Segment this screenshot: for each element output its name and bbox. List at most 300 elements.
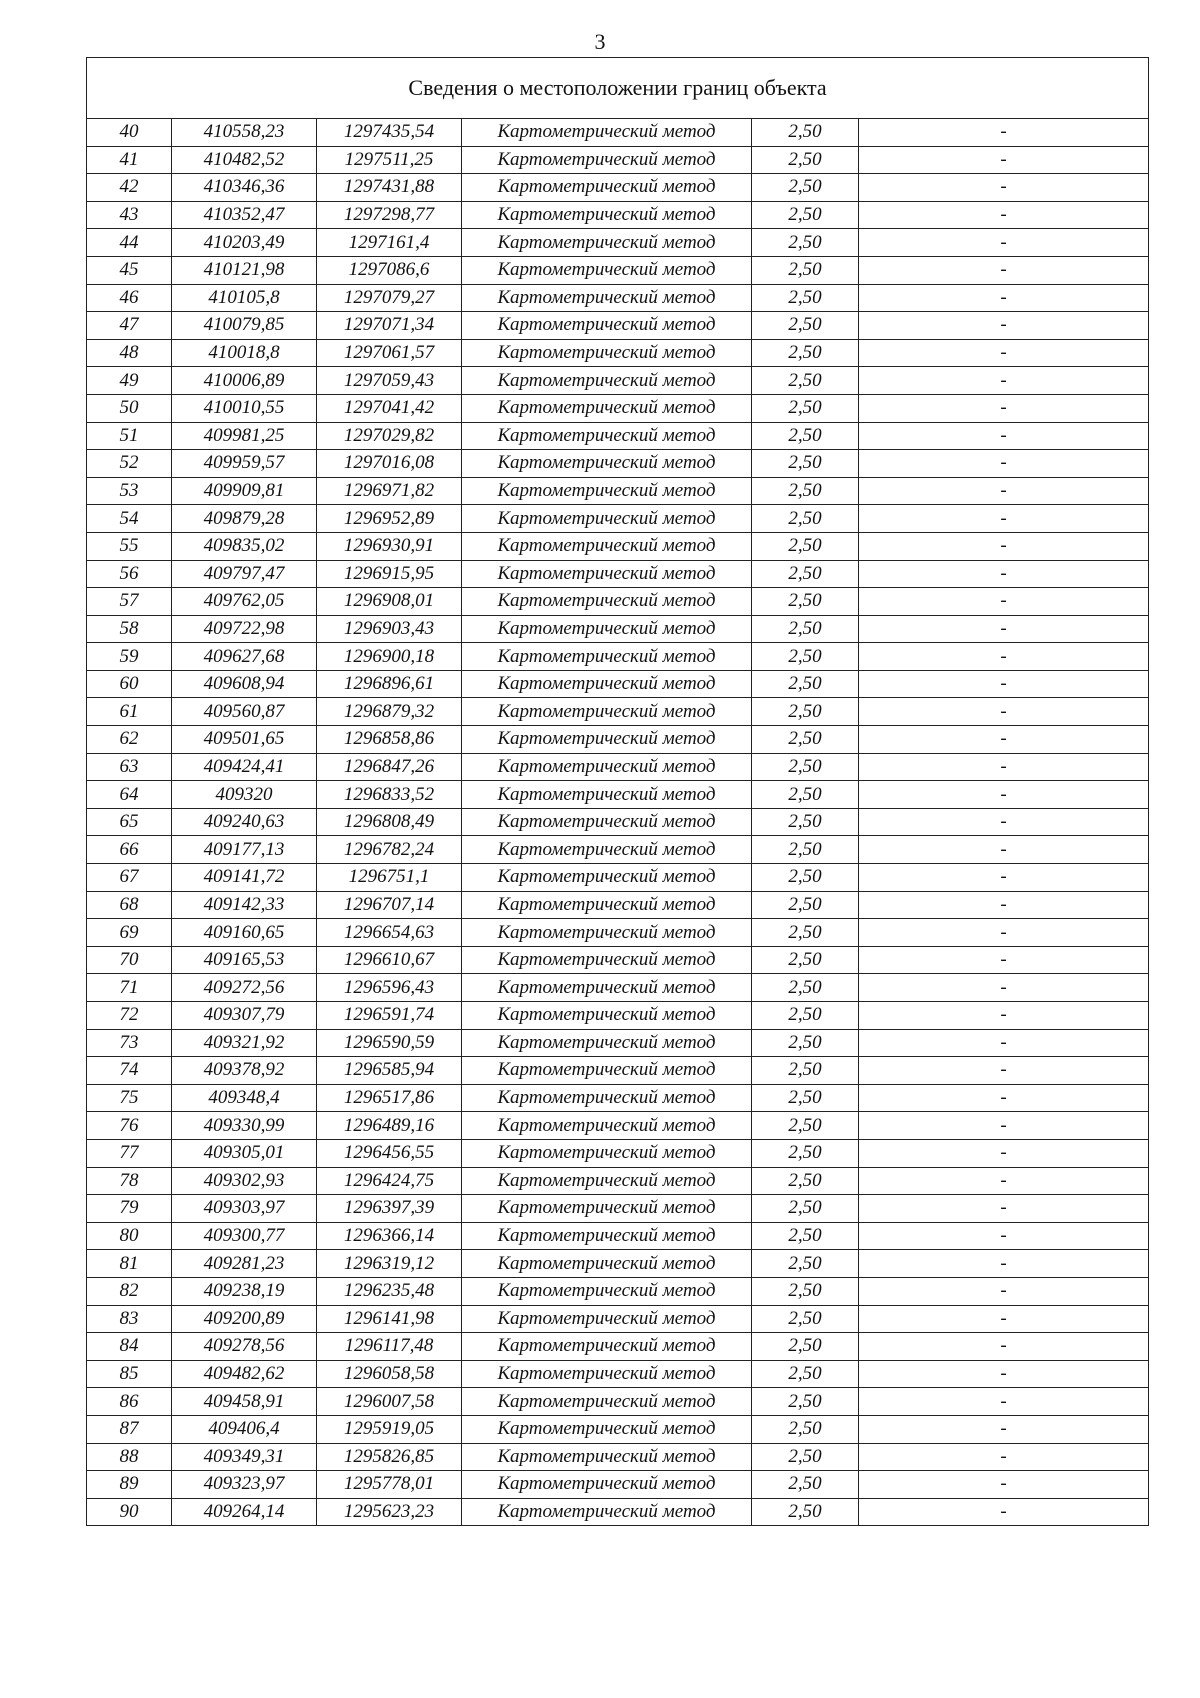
table-row: [87, 753, 1149, 781]
method-cell: Картометрический метод: [462, 1333, 752, 1361]
accuracy-cell: 2,50: [752, 505, 859, 533]
method-cell: Картометрический метод: [462, 1443, 752, 1471]
point-number-cell: 79: [87, 1195, 172, 1223]
description-cell: -: [859, 1250, 1149, 1278]
x-coordinate-cell: 410482,52: [172, 146, 317, 174]
x-coordinate-cell: 409627,68: [172, 643, 317, 671]
table-row: [87, 836, 1149, 864]
description-cell: -: [859, 1029, 1149, 1057]
y-coordinate-cell: 1296847,26: [317, 753, 462, 781]
accuracy-cell: 2,50: [752, 1305, 859, 1333]
accuracy-cell: 2,50: [752, 974, 859, 1002]
table-row: [87, 394, 1149, 422]
y-coordinate-cell: 1297016,08: [317, 450, 462, 478]
y-coordinate-cell: 1296900,18: [317, 643, 462, 671]
y-coordinate-cell: 1296117,48: [317, 1333, 462, 1361]
table-row: [87, 781, 1149, 809]
description-cell: -: [859, 422, 1149, 450]
method-cell: Картометрический метод: [462, 146, 752, 174]
x-coordinate-cell: 409835,02: [172, 532, 317, 560]
description-cell: -: [859, 339, 1149, 367]
point-number-cell: 69: [87, 919, 172, 947]
y-coordinate-cell: 1296858,86: [317, 726, 462, 754]
point-number-cell: 62: [87, 726, 172, 754]
y-coordinate-cell: 1296610,67: [317, 946, 462, 974]
description-cell: -: [859, 1305, 1149, 1333]
table-row: [87, 1112, 1149, 1140]
description-cell: -: [859, 864, 1149, 892]
x-coordinate-cell: 409797,47: [172, 560, 317, 588]
y-coordinate-cell: 1296596,43: [317, 974, 462, 1002]
x-coordinate-cell: 409240,63: [172, 808, 317, 836]
point-number-cell: 72: [87, 1002, 172, 1030]
method-cell: Картометрический метод: [462, 450, 752, 478]
description-cell: -: [859, 367, 1149, 395]
point-number-cell: 83: [87, 1305, 172, 1333]
method-cell: Картометрический метод: [462, 836, 752, 864]
y-coordinate-cell: 1296782,24: [317, 836, 462, 864]
description-cell: -: [859, 450, 1149, 478]
table-row: [87, 726, 1149, 754]
x-coordinate-cell: 409321,92: [172, 1029, 317, 1057]
accuracy-cell: 2,50: [752, 919, 859, 947]
point-number-cell: 84: [87, 1333, 172, 1361]
method-cell: Картометрический метод: [462, 1305, 752, 1333]
x-coordinate-cell: 409330,99: [172, 1112, 317, 1140]
method-cell: Картометрический метод: [462, 864, 752, 892]
y-coordinate-cell: 1296903,43: [317, 615, 462, 643]
point-number-cell: 63: [87, 753, 172, 781]
y-coordinate-cell: 1296366,14: [317, 1222, 462, 1250]
x-coordinate-cell: 410010,55: [172, 394, 317, 422]
x-coordinate-cell: 409909,81: [172, 477, 317, 505]
x-coordinate-cell: 409762,05: [172, 588, 317, 616]
x-coordinate-cell: 409501,65: [172, 726, 317, 754]
table-row: [87, 1471, 1149, 1499]
accuracy-cell: 2,50: [752, 753, 859, 781]
point-number-cell: 48: [87, 339, 172, 367]
table-row: [87, 450, 1149, 478]
description-cell: -: [859, 1084, 1149, 1112]
method-cell: Картометрический метод: [462, 753, 752, 781]
point-number-cell: 60: [87, 670, 172, 698]
description-cell: -: [859, 1222, 1149, 1250]
description-cell: -: [859, 1443, 1149, 1471]
table-row: [87, 864, 1149, 892]
accuracy-cell: 2,50: [752, 1167, 859, 1195]
method-cell: Картометрический метод: [462, 560, 752, 588]
y-coordinate-cell: 1296930,91: [317, 532, 462, 560]
x-coordinate-cell: 409305,01: [172, 1139, 317, 1167]
y-coordinate-cell: 1297431,88: [317, 174, 462, 202]
y-coordinate-cell: 1296007,58: [317, 1388, 462, 1416]
accuracy-cell: 2,50: [752, 1222, 859, 1250]
accuracy-cell: 2,50: [752, 946, 859, 974]
y-coordinate-cell: 1295826,85: [317, 1443, 462, 1471]
description-cell: -: [859, 477, 1149, 505]
accuracy-cell: 2,50: [752, 670, 859, 698]
table-row: [87, 1167, 1149, 1195]
method-cell: Картометрический метод: [462, 477, 752, 505]
point-number-cell: 61: [87, 698, 172, 726]
point-number-cell: 76: [87, 1112, 172, 1140]
y-coordinate-cell: 1297059,43: [317, 367, 462, 395]
table-row: [87, 201, 1149, 229]
table-row: [87, 312, 1149, 340]
method-cell: Картометрический метод: [462, 1057, 752, 1085]
table-row: [87, 1084, 1149, 1112]
accuracy-cell: 2,50: [752, 312, 859, 340]
description-cell: -: [859, 1112, 1149, 1140]
point-number-cell: 56: [87, 560, 172, 588]
accuracy-cell: 2,50: [752, 1388, 859, 1416]
y-coordinate-cell: 1296424,75: [317, 1167, 462, 1195]
point-number-cell: 73: [87, 1029, 172, 1057]
method-cell: Картометрический метод: [462, 1360, 752, 1388]
x-coordinate-cell: 409458,91: [172, 1388, 317, 1416]
table-row: [87, 146, 1149, 174]
description-cell: -: [859, 698, 1149, 726]
y-coordinate-cell: 1296456,55: [317, 1139, 462, 1167]
description-cell: -: [859, 256, 1149, 284]
y-coordinate-cell: 1296585,94: [317, 1057, 462, 1085]
table-row: [87, 808, 1149, 836]
accuracy-cell: 2,50: [752, 1002, 859, 1030]
method-cell: Картометрический метод: [462, 1498, 752, 1526]
method-cell: Картометрический метод: [462, 1222, 752, 1250]
point-number-cell: 44: [87, 229, 172, 257]
point-number-cell: 41: [87, 146, 172, 174]
x-coordinate-cell: 409303,97: [172, 1195, 317, 1223]
x-coordinate-cell: 410079,85: [172, 312, 317, 340]
table-row: [87, 256, 1149, 284]
method-cell: Картометрический метод: [462, 615, 752, 643]
description-cell: -: [859, 1360, 1149, 1388]
y-coordinate-cell: 1297161,4: [317, 229, 462, 257]
method-cell: Картометрический метод: [462, 1471, 752, 1499]
method-cell: Картометрический метод: [462, 808, 752, 836]
accuracy-cell: 2,50: [752, 1139, 859, 1167]
y-coordinate-cell: 1297041,42: [317, 394, 462, 422]
accuracy-cell: 2,50: [752, 808, 859, 836]
point-number-cell: 90: [87, 1498, 172, 1526]
table-row: [87, 1333, 1149, 1361]
table-body: [87, 119, 1149, 1526]
point-number-cell: 88: [87, 1443, 172, 1471]
x-coordinate-cell: 409722,98: [172, 615, 317, 643]
method-cell: Картометрический метод: [462, 643, 752, 671]
table-row: [87, 229, 1149, 257]
table-row: [87, 1195, 1149, 1223]
accuracy-cell: 2,50: [752, 1277, 859, 1305]
description-cell: -: [859, 643, 1149, 671]
method-cell: Картометрический метод: [462, 946, 752, 974]
method-cell: Картометрический метод: [462, 119, 752, 147]
point-number-cell: 47: [87, 312, 172, 340]
y-coordinate-cell: 1295778,01: [317, 1471, 462, 1499]
accuracy-cell: 2,50: [752, 532, 859, 560]
y-coordinate-cell: 1296141,98: [317, 1305, 462, 1333]
x-coordinate-cell: 409281,23: [172, 1250, 317, 1278]
description-cell: -: [859, 1057, 1149, 1085]
x-coordinate-cell: 409160,65: [172, 919, 317, 947]
method-cell: Картометрический метод: [462, 698, 752, 726]
table-row: [87, 1057, 1149, 1085]
table-row: [87, 1139, 1149, 1167]
table-row: [87, 1002, 1149, 1030]
table-row: [87, 698, 1149, 726]
y-coordinate-cell: 1296915,95: [317, 560, 462, 588]
point-number-cell: 77: [87, 1139, 172, 1167]
table-row: [87, 1443, 1149, 1471]
y-coordinate-cell: 1297079,27: [317, 284, 462, 312]
table-row: [87, 119, 1149, 147]
y-coordinate-cell: 1296952,89: [317, 505, 462, 533]
y-coordinate-cell: 1296808,49: [317, 808, 462, 836]
table-row: [87, 1415, 1149, 1443]
method-cell: Картометрический метод: [462, 312, 752, 340]
x-coordinate-cell: 409349,31: [172, 1443, 317, 1471]
description-cell: -: [859, 1002, 1149, 1030]
description-cell: -: [859, 1471, 1149, 1499]
boundary-coordinates-table: [86, 57, 1149, 1526]
method-cell: Картометрический метод: [462, 367, 752, 395]
method-cell: Картометрический метод: [462, 1277, 752, 1305]
y-coordinate-cell: 1296879,32: [317, 698, 462, 726]
accuracy-cell: 2,50: [752, 781, 859, 809]
method-cell: Картометрический метод: [462, 229, 752, 257]
accuracy-cell: 2,50: [752, 256, 859, 284]
accuracy-cell: 2,50: [752, 560, 859, 588]
method-cell: Картометрический метод: [462, 532, 752, 560]
point-number-cell: 80: [87, 1222, 172, 1250]
description-cell: -: [859, 312, 1149, 340]
page-number: 3: [594, 29, 606, 54]
description-cell: -: [859, 615, 1149, 643]
x-coordinate-cell: 409406,4: [172, 1415, 317, 1443]
x-coordinate-cell: 410006,89: [172, 367, 317, 395]
x-coordinate-cell: 409482,62: [172, 1360, 317, 1388]
table-row: [87, 974, 1149, 1002]
description-cell: -: [859, 146, 1149, 174]
table-row: [87, 946, 1149, 974]
method-cell: Картометрический метод: [462, 1002, 752, 1030]
x-coordinate-cell: 410018,8: [172, 339, 317, 367]
accuracy-cell: 2,50: [752, 367, 859, 395]
accuracy-cell: 2,50: [752, 450, 859, 478]
accuracy-cell: 2,50: [752, 1112, 859, 1140]
description-cell: -: [859, 174, 1149, 202]
y-coordinate-cell: 1297029,82: [317, 422, 462, 450]
method-cell: Картометрический метод: [462, 201, 752, 229]
table-row: [87, 1029, 1149, 1057]
method-cell: Картометрический метод: [462, 781, 752, 809]
description-cell: -: [859, 119, 1149, 147]
description-cell: -: [859, 1388, 1149, 1416]
table-row: [87, 1360, 1149, 1388]
table-row: [87, 1305, 1149, 1333]
accuracy-cell: 2,50: [752, 615, 859, 643]
accuracy-cell: 2,50: [752, 1471, 859, 1499]
method-cell: Картометрический метод: [462, 284, 752, 312]
y-coordinate-cell: 1296489,16: [317, 1112, 462, 1140]
description-cell: -: [859, 1277, 1149, 1305]
point-number-cell: 89: [87, 1471, 172, 1499]
x-coordinate-cell: 409278,56: [172, 1333, 317, 1361]
method-cell: Картометрический метод: [462, 174, 752, 202]
method-cell: Картометрический метод: [462, 1112, 752, 1140]
x-coordinate-cell: 409272,56: [172, 974, 317, 1002]
accuracy-cell: 2,50: [752, 1415, 859, 1443]
table-row: [87, 1277, 1149, 1305]
x-coordinate-cell: 409177,13: [172, 836, 317, 864]
accuracy-cell: 2,50: [752, 1498, 859, 1526]
point-number-cell: 54: [87, 505, 172, 533]
table-row: [87, 284, 1149, 312]
x-coordinate-cell: 409959,57: [172, 450, 317, 478]
table-row: [87, 1498, 1149, 1526]
accuracy-cell: 2,50: [752, 119, 859, 147]
table-row: [87, 505, 1149, 533]
point-number-cell: 87: [87, 1415, 172, 1443]
method-cell: Картометрический метод: [462, 974, 752, 1002]
x-coordinate-cell: 410346,36: [172, 174, 317, 202]
method-cell: Картометрический метод: [462, 919, 752, 947]
method-cell: Картометрический метод: [462, 588, 752, 616]
table-row: [87, 560, 1149, 588]
y-coordinate-cell: 1296235,48: [317, 1277, 462, 1305]
method-cell: Картометрический метод: [462, 670, 752, 698]
description-cell: -: [859, 891, 1149, 919]
accuracy-cell: 2,50: [752, 1084, 859, 1112]
accuracy-cell: 2,50: [752, 201, 859, 229]
method-cell: Картометрический метод: [462, 1195, 752, 1223]
description-cell: -: [859, 974, 1149, 1002]
table-row: [87, 891, 1149, 919]
y-coordinate-cell: 1297511,25: [317, 146, 462, 174]
point-number-cell: 64: [87, 781, 172, 809]
x-coordinate-cell: 409879,28: [172, 505, 317, 533]
point-number-cell: 51: [87, 422, 172, 450]
method-cell: Картометрический метод: [462, 339, 752, 367]
description-cell: -: [859, 1415, 1149, 1443]
description-cell: -: [859, 726, 1149, 754]
y-coordinate-cell: 1296751,1: [317, 864, 462, 892]
method-cell: Картометрический метод: [462, 422, 752, 450]
y-coordinate-cell: 1296319,12: [317, 1250, 462, 1278]
accuracy-cell: 2,50: [752, 1029, 859, 1057]
x-coordinate-cell: 409141,72: [172, 864, 317, 892]
point-number-cell: 55: [87, 532, 172, 560]
accuracy-cell: 2,50: [752, 339, 859, 367]
description-cell: -: [859, 781, 1149, 809]
accuracy-cell: 2,50: [752, 836, 859, 864]
accuracy-cell: 2,50: [752, 422, 859, 450]
method-cell: Картометрический метод: [462, 1139, 752, 1167]
method-cell: Картометрический метод: [462, 1167, 752, 1195]
y-coordinate-cell: 1296397,39: [317, 1195, 462, 1223]
x-coordinate-cell: 409378,92: [172, 1057, 317, 1085]
table-row: [87, 174, 1149, 202]
point-number-cell: 65: [87, 808, 172, 836]
y-coordinate-cell: 1296058,58: [317, 1360, 462, 1388]
x-coordinate-cell: 409323,97: [172, 1471, 317, 1499]
point-number-cell: 59: [87, 643, 172, 671]
accuracy-cell: 2,50: [752, 1250, 859, 1278]
method-cell: Картометрический метод: [462, 1415, 752, 1443]
y-coordinate-cell: 1296896,61: [317, 670, 462, 698]
x-coordinate-cell: 410558,23: [172, 119, 317, 147]
accuracy-cell: 2,50: [752, 394, 859, 422]
method-cell: Картометрический метод: [462, 394, 752, 422]
x-coordinate-cell: 409424,41: [172, 753, 317, 781]
table-title: Сведения о местоположении границ объекта: [87, 58, 1149, 119]
description-cell: -: [859, 532, 1149, 560]
x-coordinate-cell: 409165,53: [172, 946, 317, 974]
table-row: [87, 670, 1149, 698]
description-cell: -: [859, 1195, 1149, 1223]
x-coordinate-cell: 409238,19: [172, 1277, 317, 1305]
table-row: [87, 588, 1149, 616]
accuracy-cell: 2,50: [752, 1333, 859, 1361]
description-cell: -: [859, 229, 1149, 257]
y-coordinate-cell: 1297298,77: [317, 201, 462, 229]
point-number-cell: 86: [87, 1388, 172, 1416]
table-row: [87, 919, 1149, 947]
y-coordinate-cell: 1296833,52: [317, 781, 462, 809]
y-coordinate-cell: 1295919,05: [317, 1415, 462, 1443]
method-cell: Картометрический метод: [462, 1250, 752, 1278]
table-row: [87, 477, 1149, 505]
point-number-cell: 70: [87, 946, 172, 974]
table-header-row: [87, 58, 1149, 119]
accuracy-cell: 2,50: [752, 1057, 859, 1085]
y-coordinate-cell: 1296654,63: [317, 919, 462, 947]
point-number-cell: 81: [87, 1250, 172, 1278]
table-row: [87, 1250, 1149, 1278]
y-coordinate-cell: 1296971,82: [317, 477, 462, 505]
point-number-cell: 66: [87, 836, 172, 864]
method-cell: Картометрический метод: [462, 256, 752, 284]
y-coordinate-cell: 1296908,01: [317, 588, 462, 616]
y-coordinate-cell: 1296591,74: [317, 1002, 462, 1030]
y-coordinate-cell: 1296707,14: [317, 891, 462, 919]
method-cell: Картометрический метод: [462, 1084, 752, 1112]
table-row: [87, 422, 1149, 450]
x-coordinate-cell: 409200,89: [172, 1305, 317, 1333]
point-number-cell: 49: [87, 367, 172, 395]
x-coordinate-cell: 409302,93: [172, 1167, 317, 1195]
accuracy-cell: 2,50: [752, 174, 859, 202]
table-row: [87, 339, 1149, 367]
point-number-cell: 45: [87, 256, 172, 284]
description-cell: -: [859, 808, 1149, 836]
x-coordinate-cell: 409608,94: [172, 670, 317, 698]
method-cell: Картометрический метод: [462, 505, 752, 533]
y-coordinate-cell: 1295623,23: [317, 1498, 462, 1526]
description-cell: -: [859, 1139, 1149, 1167]
point-number-cell: 82: [87, 1277, 172, 1305]
point-number-cell: 57: [87, 588, 172, 616]
accuracy-cell: 2,50: [752, 146, 859, 174]
table-row: [87, 532, 1149, 560]
point-number-cell: 78: [87, 1167, 172, 1195]
point-number-cell: 43: [87, 201, 172, 229]
x-coordinate-cell: 409348,4: [172, 1084, 317, 1112]
table-row: [87, 1388, 1149, 1416]
method-cell: Картометрический метод: [462, 1029, 752, 1057]
point-number-cell: 67: [87, 864, 172, 892]
